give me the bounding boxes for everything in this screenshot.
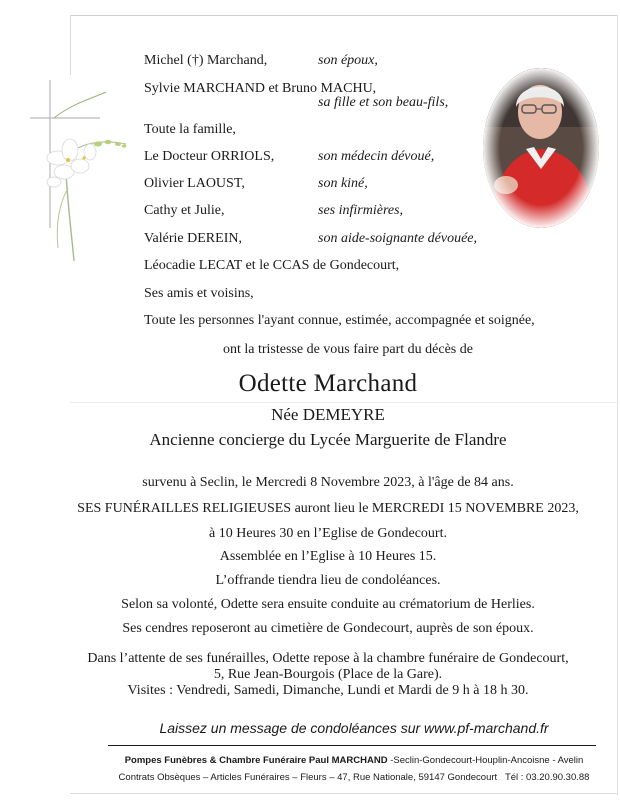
detail-line-3: à 10 Heures 30 en l’Eglise de Gondecourt.	[209, 526, 447, 541]
detail-line-4: Assemblée en l’Eglise à 10 Heures 15.	[219, 549, 437, 564]
detail-line-5: L’offrande tiendra lieu de condoléances.	[215, 573, 441, 588]
family-name-5: Olivier LAOUST,	[144, 176, 245, 191]
family-name-3: Toute la famille,	[144, 122, 236, 137]
detail-line-2: SES FUNÉRAILLES RELIGIEUSES auront lieu le MERCREDI 15 NOVEMBRE 2023,	[77, 501, 579, 516]
family-relation-1: son époux,	[318, 53, 378, 68]
frame-line-bottom	[70, 793, 618, 794]
detail-line-1: survenu à Seclin, le Mercredi 8 Novembre 2023, à l'âge de 84 ans.	[142, 475, 514, 490]
family-relation-2: sa fille et son beau-fils,	[318, 95, 449, 110]
family-name-4: Le Docteur ORRIOLS,	[144, 149, 275, 164]
detail-line-7: Ses cendres reposeront au cimetière de Gondecourt, auprès de son époux.	[122, 621, 534, 636]
family-relation-7: son aide-soignante dévouée,	[318, 231, 478, 246]
birth-name: Née DEMEYRE	[271, 405, 385, 424]
family-relation-6: ses infirmières,	[318, 203, 404, 218]
intro-text: ont la tristesse de vous faire part du décès de	[223, 342, 473, 357]
deceased-name: Odette Marchand	[238, 370, 418, 397]
family-relation-4: son médecin dévoué,	[318, 149, 435, 164]
family-name-2: Sylvie MARCHAND et Bruno MACHU,	[144, 81, 377, 96]
visit-line-1: Dans l’attente de ses funérailles, Odette repose à la chambre funéraire de Gondecourt,	[87, 651, 569, 666]
footer-line-2	[44, 772, 620, 783]
visit-line-3: Visites : Vendredi, Samedi, Dimanche, Lundi et Mardi de 9 h à 18 h 30.	[127, 683, 529, 698]
cross-with-orchid-icon	[28, 78, 132, 263]
family-name-1: Michel (†) Marchand,	[144, 53, 268, 68]
footer-separator	[108, 745, 596, 746]
family-name-6: Cathy et Julie,	[144, 203, 225, 218]
family-relation-5: son kiné,	[318, 176, 368, 191]
occupation: Ancienne concierge du Lycée Marguerite de Flandre	[149, 430, 507, 449]
frame-line-left	[70, 15, 71, 75]
portrait-photo	[482, 67, 600, 229]
frame-line-top	[70, 15, 618, 16]
family-name-9: Ses amis et voisins,	[144, 286, 254, 301]
family-name-8: Léocadie LECAT et le CCAS de Gondecourt,	[144, 258, 400, 273]
detail-line-6: Selon sa volonté, Odette sera ensuite conduite au crématorium de Herlies.	[121, 597, 535, 612]
footer-phone: Tél : 03.20.90.30.88	[504, 772, 590, 783]
footer-line-1	[44, 755, 620, 766]
footer-company: Pompes Funèbres & Chambre Funéraire Paul MARCHAND	[124, 755, 388, 766]
visit-line-2: 5, Rue Jean-Bourgois (Place de la Gare).	[213, 667, 443, 682]
frame-line-mid	[70, 402, 618, 403]
family-name-7: Valérie DEREIN,	[144, 231, 242, 246]
footer-locations: -Seclin-Gondecourt-Houplin-Ancoisne - Avelin	[390, 755, 584, 766]
family-name-10: Toute les personnes l'ayant connue, estimée, accompagnée et soignée,	[144, 313, 535, 328]
condolences-link[interactable]: Laissez un message de condoléances sur www.pf-marchand.fr	[159, 720, 549, 736]
footer-services: Contrats Obsèques – Articles Funéraires – Fleurs – 47, Rue Nationale, 59147 Gondecourt	[118, 772, 498, 783]
